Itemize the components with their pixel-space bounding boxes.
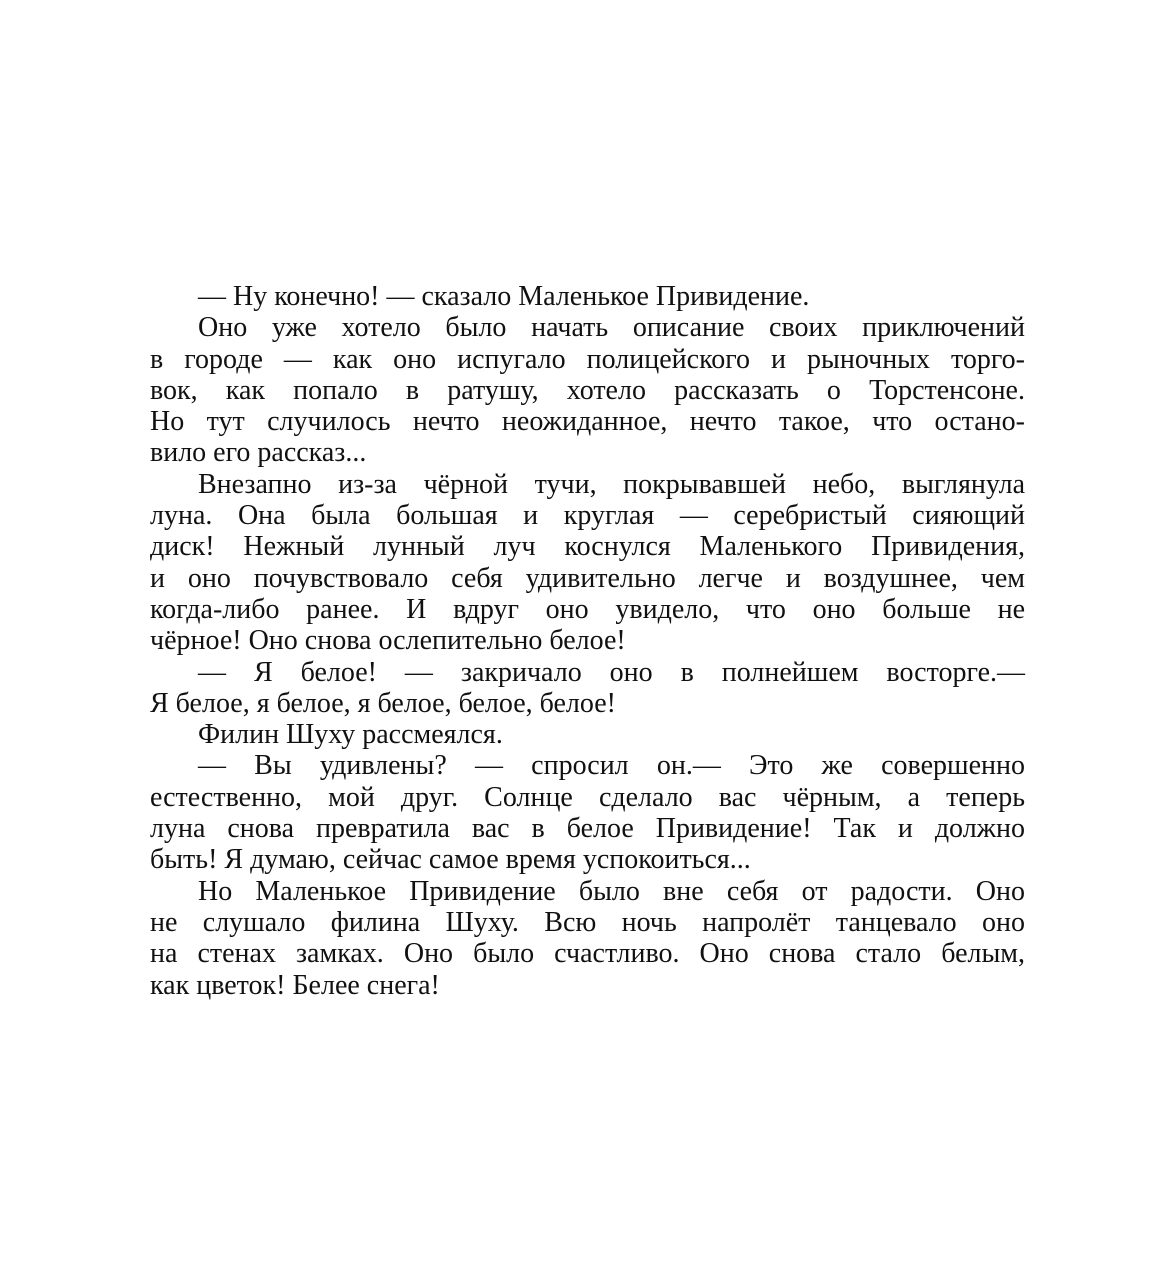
text-line: — Ну конечно! — сказало Маленькое Привидение. — [198, 281, 810, 312]
text-line: и оно почувствовало себя удивительно легче и воздушнее, чем — [150, 562, 1025, 594]
text-line: не слушало филина Шуху. Всю ночь напролёт танцевало оно — [150, 906, 1025, 938]
text-line: Я белое, я белое, я белое, белое, белое! — [150, 687, 616, 719]
text-line: вило его рассказ... — [150, 437, 367, 469]
text-line: естественно, мой друг. Солнце сделало вас чёрным, а теперь — [150, 781, 1025, 813]
text-line: Но тут случилось нечто неожиданное, нечто такое, что остано- — [150, 406, 1025, 438]
text-line: вок, как попало в ратушу, хотело рассказать о Торстенсоне. — [150, 374, 1025, 406]
text-line: диск! Нежный лунный луч коснулся Маленького Привидения, — [150, 531, 1025, 563]
text-line: чёрное! Оно снова ослепительно белое! — [150, 625, 626, 657]
text-line: Филин Шуху рассмеялся. — [198, 719, 503, 751]
text-line: — Я белое! — закричало оно в полнейшем восторге.— — [198, 656, 1025, 688]
text-line: луна. Она была большая и круглая — серебристый сияющий — [150, 500, 1025, 532]
text-line: на стенах замках. Оно было счастливо. Оно снова стало белым, — [150, 938, 1025, 970]
text-line: луна снова превратила вас в белое Привидение! Так и должно — [150, 813, 1025, 845]
text-line: — Вы удивлены? — спросил он.— Это же совершенно — [198, 750, 1025, 782]
text-line: когда-либо ранее. И вдруг оно увидело, что оно больше не — [150, 593, 1025, 625]
text-line: Внезапно из-за чёрной тучи, покрывавшей небо, выглянула — [198, 468, 1025, 500]
text-line: быть! Я думаю, сейчас самое время успокоиться... — [150, 844, 751, 876]
text-line: в городе — как оно испугало полицейского и рыночных торго- — [150, 343, 1025, 375]
page-text — [150, 281, 1025, 1001]
text-line: Но Маленькое Привидение было вне себя от радости. Оно — [198, 875, 1025, 907]
text-line: Оно уже хотело было начать описание своих приключений — [198, 312, 1025, 344]
text-line: как цветок! Белее снега! — [150, 969, 440, 1001]
